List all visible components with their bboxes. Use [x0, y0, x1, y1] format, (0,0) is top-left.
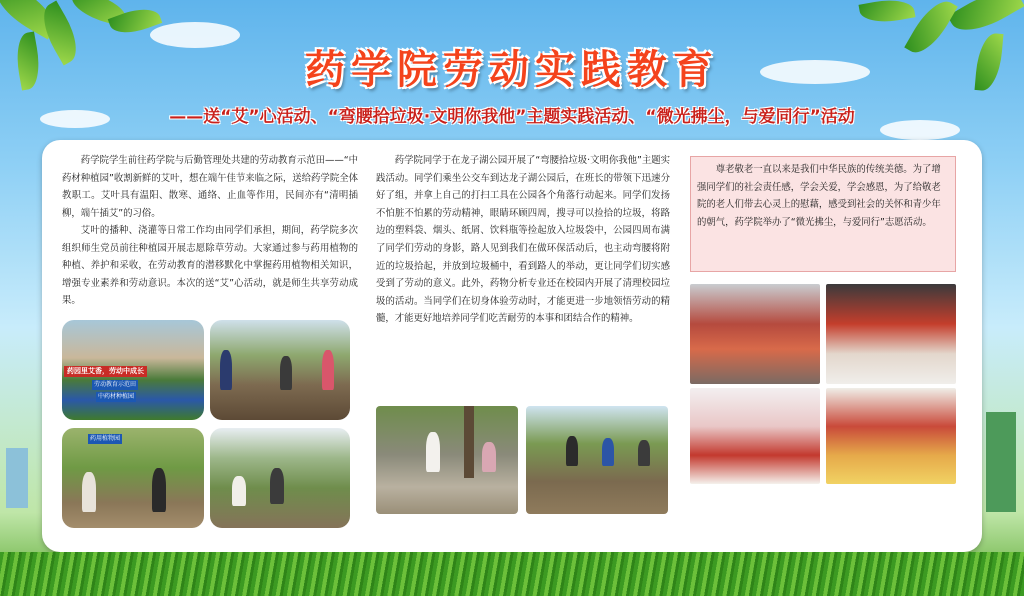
left-paragraph-1: 药学院学生前往药学院与后勤管理处共建的劳动教育示范田——“中药材种植园”收割新鲜的艾叶，想在端午佳节来临之际，送给药学院全体教职工。艾叶具有温阳、散寒、通络、止血等作用，民间亦有“清明插柳，端午插艾”的习俗。 — [62, 155, 358, 219]
person-figure — [602, 438, 614, 466]
photo-park-cleanup — [376, 406, 518, 514]
grass-border — [0, 552, 1024, 596]
photo-sign-text: 中药材种植园 — [98, 393, 135, 400]
person-figure — [232, 476, 246, 506]
photo-campus-cleanup — [526, 406, 668, 514]
photo-banner-text: 药园里艾香，劳动中成长 — [64, 366, 147, 377]
building-silhouette — [986, 412, 1016, 512]
photo-weeding — [210, 320, 350, 420]
person-figure — [270, 468, 284, 504]
person-figure — [280, 356, 292, 390]
building-silhouette — [6, 448, 28, 508]
person-figure — [322, 350, 334, 390]
photo-nursing-home-3 — [690, 388, 820, 484]
person-figure — [82, 472, 96, 512]
photo-field-work — [210, 428, 350, 528]
person-figure — [152, 468, 166, 512]
left-paragraph-2: 艾叶的播种、浇灌等日常工作均由同学们承担，期间，药学院多次组织师生党员前往种植园开展志愿除草劳动。大家通过参与药用植物的种植、养护和采收，在劳动教育的潜移默化中掌握药用植物相关知识，增强专业素养和劳动意识。本次的送“艾”心活动，就是师生共享劳动成果。 — [62, 225, 358, 307]
photo-harvest-group — [62, 428, 204, 528]
tree-trunk — [464, 406, 474, 478]
photo-planting-garden-banner — [62, 320, 204, 420]
elderly-care-textbox — [690, 156, 956, 272]
middle-paragraph-1: 药学院同学于在龙子湖公园开展了“弯腰拾垃圾·文明你我他”主题实践活动。同学们乘坐公交车到达龙子湖公园后，在班长的带领下迅速分好了组，并拿上自己的打扫工具在公园各个角落行动起来。同学们发扬不怕脏不怕累的劳动精神，眼睛环顾四周，搜寻可以捡拾的垃圾，将路边的塑料袋、烟头、纸屑、饮料瓶等捡起放入垃圾袋中，公园四周布满了同学们劳动的身影，路人见到我们在做环保活动后，也主动弯腰将附近的垃圾拾起，并放到垃圾桶中，看到路人的举动，更让同学们切实感受到了劳动的意义。此外，药物分析专业还在校园内开展了清理校园垃圾的活动。当同学们在切身体验劳动时，才能更进一步地领悟劳动的精髓，才能更好地培养同学们吃苦耐劳的本事和团结合作的精神。 — [376, 155, 670, 325]
person-figure — [220, 350, 232, 390]
photo-nursing-home-4 — [826, 388, 956, 484]
person-figure — [638, 440, 650, 466]
photo-sign-text: 劳动教育示范田 — [94, 381, 137, 388]
photo-nursing-home-2 — [826, 284, 956, 384]
photo-sign-text: 药用植物园 — [90, 435, 121, 442]
page-subtitle: ——送“艾”心活动、“弯腰拾垃圾·文明你我他”主题实践活动、“微光拂尘，与爱同行”活动 — [169, 107, 855, 127]
person-figure — [482, 442, 496, 472]
person-figure — [566, 436, 578, 466]
person-figure — [426, 432, 440, 472]
photo-nursing-home-1 — [690, 284, 820, 384]
right-paragraph-1: 尊老敬老一直以来是我们中华民族的传统美德。为了增强同学们的社会责任感，学会关爱，学会感恩，为了给敬老院的老人们带去心灵上的慰藉，感受到社会的关怀和青少年的朝气，药学院举办了“微光拂尘，与爱同行”志愿活动。 — [697, 164, 941, 228]
page-title: 药学院劳动实践教育 — [305, 47, 719, 93]
